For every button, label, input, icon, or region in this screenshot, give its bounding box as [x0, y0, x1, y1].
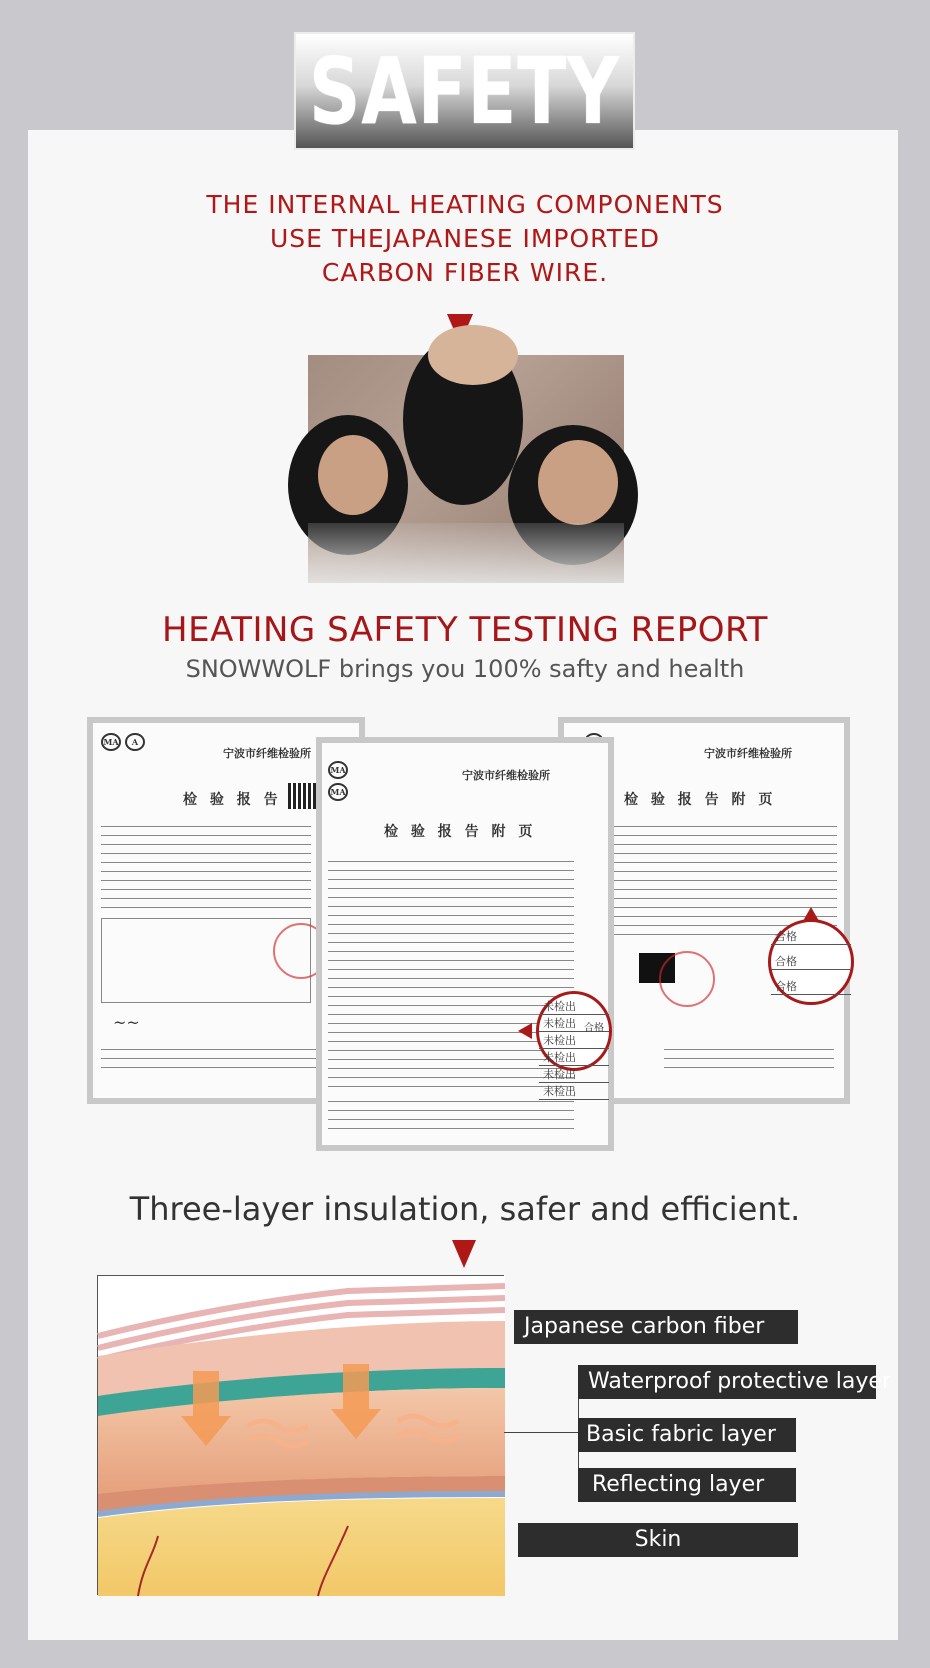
doc-org: 宁波市纤维检验所: [704, 747, 792, 760]
intro-caption: [0, 188, 930, 290]
signature: ~~: [113, 1013, 140, 1032]
label-japanese-carbon-fiber: Japanese carbon fiber: [514, 1310, 798, 1344]
label-reflecting-layer: Reflecting layer: [578, 1468, 796, 1502]
cal-logo-icon: A: [125, 733, 145, 751]
intro-line-2: USE THEJAPANESE IMPORTED: [269, 224, 661, 253]
magnifier-right: 合格 合格 合格: [768, 919, 854, 1005]
safety-title: SAFETY: [309, 37, 620, 145]
doc-heading: 检 验 报 告 附 页: [624, 792, 777, 808]
magnifier-center: 未检出 未检出 未检出 未检出 未检出 未检出: [536, 991, 612, 1071]
safety-banner: [294, 32, 635, 150]
spool-center: [403, 335, 523, 505]
report-subtitle: SNOWWOLF brings you 100% safty and health: [185, 655, 745, 683]
three-layer-diagram: [97, 1275, 504, 1595]
intro-line-1: THE INTERNAL HEATING COMPONENTS: [206, 190, 724, 219]
doc-heading: 检 验 报 告 附 页: [384, 824, 537, 840]
pointer-arrow-icon: [803, 907, 819, 921]
ma-logo-icon: MA: [101, 733, 121, 751]
label-waterproof-layer: Waterproof protective layer: [578, 1365, 876, 1399]
qr-code-icon: [288, 783, 316, 809]
doc-org: 宁波市纤维检验所: [462, 769, 550, 782]
pointer-arrow-icon: [518, 1023, 532, 1039]
down-arrow-icon: [452, 1240, 476, 1268]
report-title: HEATING SAFETY TESTING REPORT: [162, 610, 768, 650]
carbon-fiber-spools-photo: [308, 355, 624, 583]
insulation-title: Three-layer insulation, safer and efficient.: [129, 1190, 801, 1228]
magnifier-verdict: 合格: [584, 1023, 604, 1034]
doc-heading: 检 验 报 告: [183, 792, 282, 808]
ma-logo-icon: MA: [328, 761, 348, 779]
layer-illustration: [98, 1276, 505, 1596]
label-skin: Skin: [518, 1523, 798, 1557]
connector-line: [504, 1432, 578, 1433]
plastic-bag: [308, 523, 624, 583]
red-stamp: [659, 951, 715, 1007]
test-report-doc-2: [316, 737, 614, 1151]
intro-line-3: CARBON FIBER WIRE.: [321, 258, 609, 287]
ma-logo-icon: MA: [328, 783, 348, 801]
label-basic-fabric-layer: Basic fabric layer: [578, 1418, 796, 1452]
doc-org: 宁波市纤维检验所: [223, 747, 311, 760]
